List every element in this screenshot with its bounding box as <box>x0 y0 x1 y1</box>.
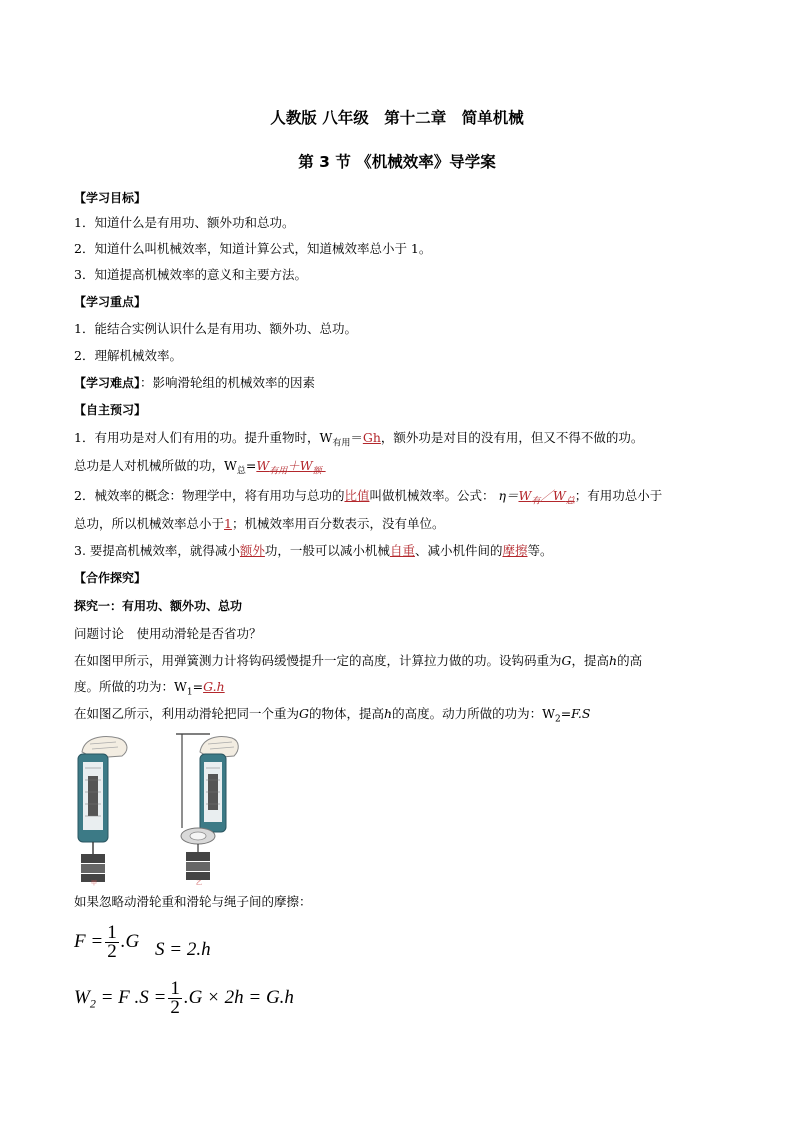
subscript: 有 <box>531 496 541 507</box>
explore-question: 问题讨论 使用动滑轮是否省功？ <box>74 626 262 641</box>
text-run: W <box>518 488 532 503</box>
spring-scale-spring <box>88 776 98 816</box>
preview-line-2 <box>74 458 326 480</box>
text-run: 2．械效率的概念：物理学中，将有用功与总功的 <box>74 488 345 503</box>
subscript: 总 <box>236 466 246 477</box>
text-run: 总功是人对机械所做的功，W <box>74 458 237 473</box>
text-run: = <box>192 679 204 694</box>
denominator: 2 <box>107 941 117 962</box>
difficulty-heading: 【学习难点】 <box>74 376 141 390</box>
text-run: .G × 2h = G.h <box>183 986 294 1008</box>
text-run: 功，一般可以减小机械 <box>264 543 390 558</box>
answer-fill: 比值 <box>344 488 370 503</box>
difficulty-text: ：影响滑轮组的机械效率的因素 <box>140 375 316 390</box>
key-point-item: 2．理解机械效率。 <box>74 348 182 363</box>
key-point-item: 1．能结合实例认识什么是有用功、额外功、总功。 <box>74 321 357 336</box>
text-run: h <box>384 706 393 721</box>
weights-icon <box>186 852 210 880</box>
explore-paragraph-3 <box>74 706 590 728</box>
text-run: ；机械效率用百分数表示，没有单位。 <box>231 516 445 531</box>
preview-line-3 <box>74 488 662 510</box>
text-run: 在如图乙所示，利用动滑轮把同一个重为 <box>74 706 300 721</box>
text-run: 叫做机械效率。公式： <box>369 488 495 503</box>
figure-label-yi: 乙 <box>196 880 203 886</box>
explore-paragraph-2 <box>74 679 225 701</box>
goal-item: 1．知道什么是有用功、额外功和总功。 <box>74 215 295 230</box>
explore-heading: 【合作探究】 <box>74 571 147 585</box>
text-run: 度。所做的功为：W <box>74 679 187 694</box>
formula-force <box>74 924 139 961</box>
goals-heading: 【学习目标】 <box>74 191 147 205</box>
subscript: 额 <box>312 466 322 477</box>
text-run: 总功，所以机械效率总小于 <box>74 516 225 531</box>
spring-scale-figure-a <box>72 732 134 886</box>
text-run: W <box>74 986 90 1008</box>
document-subtitle: 第 3 节 《机械效率》导学案 <box>298 153 496 171</box>
fraction <box>105 924 119 961</box>
answer-fill: 摩擦 <box>502 543 528 558</box>
text-run: ，提高 <box>571 653 610 668</box>
text-run: 3. 要提高机械效率，就得减小 <box>74 543 240 558</box>
subscript: 有用 <box>332 438 351 449</box>
text-run: ＝ <box>350 430 363 445</box>
difficulty-line <box>74 375 315 391</box>
text-run: G <box>299 706 310 721</box>
text-run: ＋W <box>287 458 313 473</box>
text-run: ，额外功是对目的没有用，但又不得不做的功。 <box>380 430 644 445</box>
preview-line-5 <box>74 543 553 559</box>
text-run: 等。 <box>527 543 553 558</box>
preview-line-1 <box>74 430 643 452</box>
text-run: G <box>561 653 572 668</box>
preview-line-4 <box>74 516 444 532</box>
formula-distance: S = 2.h <box>155 939 211 960</box>
movable-pulley-icon <box>181 828 215 844</box>
subscript: 1 <box>186 687 193 698</box>
weights-icon <box>81 854 105 882</box>
numerator: 1 <box>170 978 180 999</box>
figure-label-jia: 甲 <box>91 880 98 886</box>
answer-fill: 额外 <box>239 543 265 558</box>
text-run: W <box>256 458 270 473</box>
text-run: 1．有用功是对人们有用的功。提升重物时，W <box>74 430 333 445</box>
answer-fill <box>518 488 575 507</box>
subscript: 总 <box>565 496 575 507</box>
denominator: 2 <box>170 997 180 1018</box>
goal-item: 3．知道提高机械效率的意义和主要方法。 <box>74 267 307 282</box>
text-run: h <box>609 653 618 668</box>
text-run: = <box>245 458 257 473</box>
text-run: ；有用功总小于 <box>574 488 663 503</box>
answer-fill <box>256 458 325 477</box>
text-run: ／W <box>540 488 566 503</box>
text-run: F = <box>74 930 104 952</box>
text-run: 的高 <box>617 653 643 668</box>
subscript: 2 <box>554 714 561 725</box>
explore-subheading: 探究一：有用功、额外功、总功 <box>74 599 243 613</box>
answer-fill: 1 <box>224 516 232 531</box>
text-run: = F .S = <box>95 986 167 1008</box>
numerator: 1 <box>107 922 117 943</box>
fraction <box>168 980 182 1017</box>
preview-heading: 【自主预习】 <box>74 403 147 417</box>
subscript: 2 <box>89 996 96 1011</box>
answer-fill: 自重 <box>389 543 415 558</box>
explore-paragraph-1 <box>74 653 642 669</box>
answer-fill: G.h <box>203 679 225 694</box>
text-run: 在如图甲所示，用弹簧测力计将钩码缓慢提升一定的高度，计算拉力做的功。设钩码重为 <box>74 653 562 668</box>
text-run: .G <box>120 930 140 952</box>
pulley-figure-b <box>170 732 240 886</box>
key-points-heading: 【学习重点】 <box>74 295 147 309</box>
subscript: 有用 <box>269 466 288 477</box>
text-run: 的物体，提高 <box>309 706 385 721</box>
text-run: 的高度。动力所做的功为：W <box>392 706 555 721</box>
formula-work <box>74 980 294 1017</box>
explore-paragraph-4: 如果忽略动滑轮重和滑轮与绳子间的摩擦： <box>74 894 312 909</box>
text-run: =F.S <box>560 706 591 721</box>
text-run: 、减小机件间的 <box>414 543 503 558</box>
text-run: η＝ <box>498 488 519 503</box>
goal-item: 2．知道什么叫机械效率，知道计算公式，知道械效率总小于 1。 <box>74 241 432 256</box>
answer-fill: Gh <box>362 430 381 445</box>
document-title: 人教版 八年级 第十二章 简单机械 <box>270 109 524 127</box>
